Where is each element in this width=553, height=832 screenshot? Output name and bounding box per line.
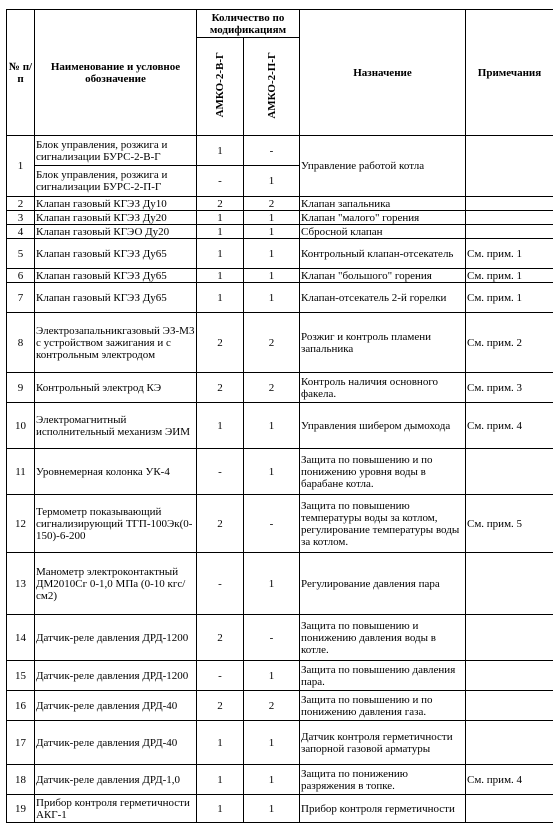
row-name: Электрозапальникгазовый ЭЗ-М3 с устройством зажигания и с контрольным электродом (35, 313, 197, 373)
row-purpose: Клапан-отсекатель 2-й горелки (300, 283, 466, 313)
row-name: Термометр показывающий сигнализирующий ТГП-100Эк(0-150)-6-200 (35, 495, 197, 553)
table-row (7, 225, 553, 239)
row-num: 18 (7, 765, 35, 795)
row-num: 3 (7, 211, 35, 225)
row-num: 4 (7, 225, 35, 239)
row-name: Клапан газовый КГЭЗ Ду65 (35, 239, 197, 269)
row-purpose: Регулирование давления пара (300, 553, 466, 615)
row-num: 8 (7, 313, 35, 373)
header-notes: Примечания (466, 10, 553, 136)
row-qty-b: 2 (197, 197, 244, 211)
row-num: 17 (7, 721, 35, 765)
row-note (466, 136, 553, 197)
row-note: См. прим. 1 (466, 269, 553, 283)
table-row (7, 691, 553, 721)
row-num: 16 (7, 691, 35, 721)
row-qty-p: 1 (244, 239, 300, 269)
row-num: 7 (7, 283, 35, 313)
row-num: 10 (7, 403, 35, 449)
row-name: Блок управления, розжига и сигнализации БУРС-2-П-Г (35, 166, 197, 197)
row-num: 1 (7, 136, 35, 197)
row-name: Датчик-реле давления ДРД-1200 (35, 661, 197, 691)
row-qty-p: - (244, 495, 300, 553)
header-purpose: Назначение (300, 10, 466, 136)
table-row (7, 136, 553, 166)
header-mod-p-label: АМКО-2-П-Г (265, 51, 278, 119)
row-note: См. прим. 1 (466, 239, 553, 269)
row-num: 15 (7, 661, 35, 691)
row-name: Датчик-реле давления ДРД-1,0 (35, 765, 197, 795)
row-purpose: Защита по повышению и понижению давления воды в котле. (300, 615, 466, 661)
row-num: 5 (7, 239, 35, 269)
row-name: Датчик-реле давления ДРД-1200 (35, 615, 197, 661)
row-num: 13 (7, 553, 35, 615)
row-qty-b: 1 (197, 283, 244, 313)
header-name: Наименование и условное обозначение (35, 10, 197, 136)
row-qty-b: 2 (197, 691, 244, 721)
table-row (7, 239, 553, 269)
table-row (7, 615, 553, 661)
row-num: 9 (7, 373, 35, 403)
row-qty-b: - (197, 166, 244, 197)
row-note (466, 661, 553, 691)
row-note (466, 449, 553, 495)
row-note (466, 691, 553, 721)
row-name: Клапан газовый КГЭО Ду20 (35, 225, 197, 239)
header-num: № п/п (7, 10, 35, 136)
row-name: Датчик-реле давления ДРД-40 (35, 721, 197, 765)
row-qty-p: 1 (244, 166, 300, 197)
row-qty-p: 1 (244, 721, 300, 765)
row-qty-p: - (244, 615, 300, 661)
row-qty-p: 1 (244, 661, 300, 691)
row-note: См. прим. 1 (466, 283, 553, 313)
row-purpose: Датчик контроля герметичности запорной газовой арматуры (300, 721, 466, 765)
row-note (466, 553, 553, 615)
row-qty-p: 1 (244, 795, 300, 823)
row-purpose: Защита по повышению температуры воды за котлом, регулирование температуры воды за котлом. (300, 495, 466, 553)
row-qty-b: - (197, 449, 244, 495)
row-num: 19 (7, 795, 35, 823)
row-qty-p: 1 (244, 553, 300, 615)
table-row (7, 449, 553, 495)
header-quantity-group: Количество по модификациям (197, 10, 300, 38)
row-note (466, 225, 553, 239)
row-qty-b: 2 (197, 615, 244, 661)
row-qty-b: 1 (197, 795, 244, 823)
row-num: 14 (7, 615, 35, 661)
row-purpose: Защита по повышению и по понижению давления газа. (300, 691, 466, 721)
row-qty-b: - (197, 661, 244, 691)
header-mod-p (244, 38, 300, 136)
row-qty-b: - (197, 553, 244, 615)
row-qty-p: - (244, 136, 300, 166)
row-purpose: Сбросной клапан (300, 225, 466, 239)
row-num: 11 (7, 449, 35, 495)
table-row (7, 495, 553, 553)
table-row (7, 661, 553, 691)
row-purpose: Прибор контроля герметичности (300, 795, 466, 823)
row-qty-p: 2 (244, 313, 300, 373)
row-qty-p: 1 (244, 225, 300, 239)
row-qty-p: 1 (244, 403, 300, 449)
row-note: См. прим. 4 (466, 765, 553, 795)
row-name: Датчик-реле давления ДРД-40 (35, 691, 197, 721)
table-row (7, 283, 553, 313)
row-purpose: Управление работой котла (300, 136, 466, 197)
row-qty-p: 1 (244, 449, 300, 495)
table-row (7, 373, 553, 403)
table-row (7, 765, 553, 795)
row-qty-p: 1 (244, 211, 300, 225)
table-row (7, 197, 553, 211)
row-qty-b: 1 (197, 403, 244, 449)
row-name: Манометр электроконтактный ДМ2010Сг 0-1,0 МПа (0-10 кгс/см2) (35, 553, 197, 615)
table-row (7, 553, 553, 615)
header-row-top (7, 10, 553, 38)
table-row (7, 795, 553, 823)
table-row (7, 269, 553, 283)
table-row (7, 403, 553, 449)
row-purpose: Контрольный клапан-отсекатель (300, 239, 466, 269)
row-name: Уровнемерная колонка УК-4 (35, 449, 197, 495)
row-qty-p: 2 (244, 691, 300, 721)
row-note (466, 211, 553, 225)
row-name: Клапан газовый КГЭЗ Ду20 (35, 211, 197, 225)
row-qty-p: 2 (244, 373, 300, 403)
row-note: См. прим. 2 (466, 313, 553, 373)
row-name: Клапан газовый КГЭЗ Ду10 (35, 197, 197, 211)
row-qty-b: 2 (197, 373, 244, 403)
row-note (466, 197, 553, 211)
row-num: 2 (7, 197, 35, 211)
row-num: 12 (7, 495, 35, 553)
row-name: Блок управления, розжига и сигнализации БУРС-2-В-Г (35, 136, 197, 166)
row-purpose: Контроль наличия основного факела. (300, 373, 466, 403)
row-purpose: Защита по повышению давления пара. (300, 661, 466, 691)
row-qty-p: 1 (244, 283, 300, 313)
row-name: Клапан газовый КГЭЗ Ду65 (35, 283, 197, 313)
row-note (466, 721, 553, 765)
row-qty-b: 1 (197, 136, 244, 166)
row-qty-b: 1 (197, 269, 244, 283)
row-note: См. прим. 5 (466, 495, 553, 553)
row-note (466, 795, 553, 823)
row-num: 6 (7, 269, 35, 283)
row-purpose: Клапан "малого" горения (300, 211, 466, 225)
table-row (7, 721, 553, 765)
table-row (7, 313, 553, 373)
row-qty-b: 1 (197, 765, 244, 795)
header-mod-b (197, 38, 244, 136)
row-qty-b: 2 (197, 313, 244, 373)
row-qty-p: 1 (244, 269, 300, 283)
row-qty-p: 1 (244, 765, 300, 795)
row-note: См. прим. 3 (466, 373, 553, 403)
row-name: Клапан газовый КГЭЗ Ду65 (35, 269, 197, 283)
row-qty-b: 2 (197, 495, 244, 553)
row-purpose: Управления шибером дымохода (300, 403, 466, 449)
row-name: Контрольный электрод КЭ (35, 373, 197, 403)
row-purpose: Розжиг и контроль пламени запальника (300, 313, 466, 373)
row-note: См. прим. 4 (466, 403, 553, 449)
row-note (466, 615, 553, 661)
row-purpose: Защита по повышению и по понижению уровня воды в барабане котла. (300, 449, 466, 495)
row-qty-b: 1 (197, 721, 244, 765)
row-purpose: Клапан "большого" горения (300, 269, 466, 283)
row-name: Электромагнитный исполнительный механизм ЭИМ (35, 403, 197, 449)
row-purpose: Клапан запальника (300, 197, 466, 211)
row-name: Прибор контроля герметичности АКГ-1 (35, 795, 197, 823)
equipment-table (6, 9, 553, 823)
row-qty-b: 1 (197, 239, 244, 269)
header-mod-b-label: АМКО-2-В-Г (214, 52, 226, 118)
row-qty-p: 2 (244, 197, 300, 211)
row-qty-b: 1 (197, 225, 244, 239)
row-purpose: Защита по понижению разряжения в топке. (300, 765, 466, 795)
table-row (7, 211, 553, 225)
row-qty-b: 1 (197, 211, 244, 225)
